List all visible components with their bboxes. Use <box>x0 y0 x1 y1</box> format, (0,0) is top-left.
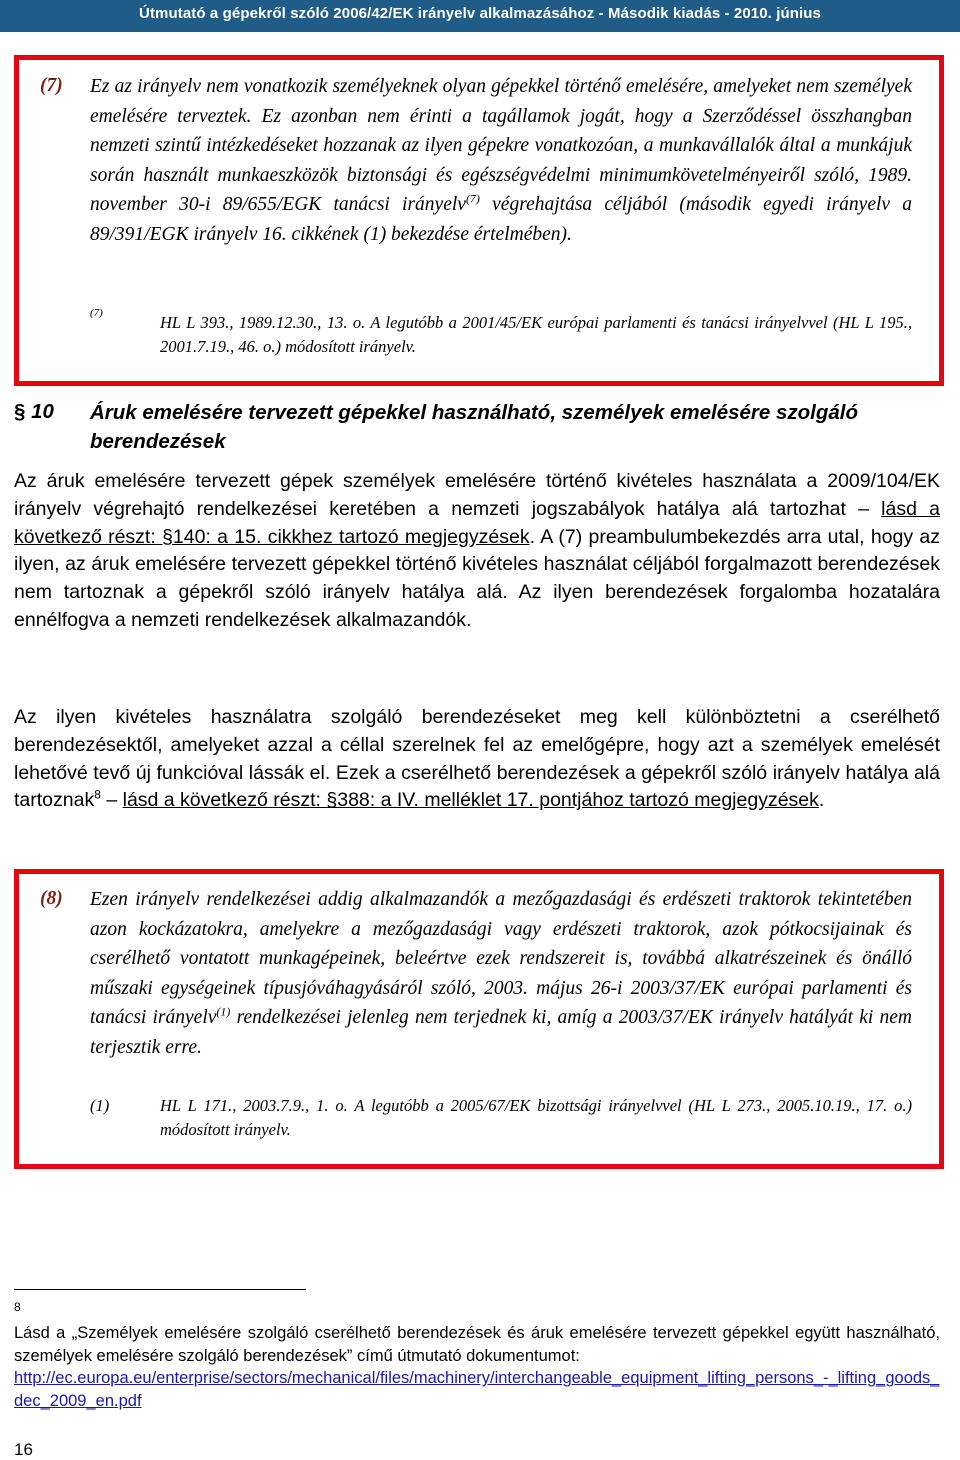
section-heading: Áruk emelésére tervezett gépekkel használható, személyek emelésére szolgáló berendezések <box>90 401 858 453</box>
footnote-text: Lásd a „Személyek emelésére szolgáló cserélhető berendezések és áruk emelésére tervezett gépekkel együtt használható, személyek emelésére szolgáló berendezések” című útmutató dokumentumot: <box>14 1323 940 1365</box>
footnote-8 <box>14 1299 940 1413</box>
body-paragraph-2 <box>14 704 940 815</box>
para1-text-end: . A (7) preambulumbekezdés arra utal, hogy az ilyen, az áruk emelésére tervezett gépekkel történő kivételes használat céljából forgalmazott berendezések nem tartoznak a gépekről szóló irányelv hatálya alá. Az ilyen berendezések forgalomba hozatalára ennélfogva a nemzeti rendelkezések alkalmazandók. <box>14 525 940 631</box>
recital-8-part1: Ezen irányelv rendelkezései addig alkalmazandók a mezőgazdasági és erdészeti traktorok tekintetében azon kockázatokra, amelyekre a mezőgazdasági vagy erdészeti traktorok, azok pótkocsijainak és cserélhető vontatott munkagépeinek, beleértve ezek rendszereit is, továbbá alkatrészeinek és önálló műszaki egységeinek típusjóváhagyásáról szóló, 2003. május 26-i 2003/37/EK európai parlamenti és tanácsi irányelv <box>90 889 912 1029</box>
footnote-number: 8 <box>14 1300 21 1314</box>
recital-7-part2a: Ez azonban nem érinti a tagállamok jogát, hogy a Szerződéssel összhangban nemzeti szintű intézkedéseket hozzanak az ilyen gépekre vonatkozóan, a munkavállalók által a munkájuk során használt munkaeszközök biztonsági és egészségvédelmi minimumkövetelményeiről szóló, 1989. november 30-i 89/655/EGK tanácsi irányelv <box>90 105 912 216</box>
recital-8-footnote-text: HL L 171., 2003.7.9., 1. o. A legutóbb a 2005/67/EK bizottsági irányelvvel (HL L 273., 2005.10.19., 17. o.) módosított irányelv. <box>160 1096 912 1139</box>
page-header: Útmutató a gépekről szóló 2006/42/EK irányelv alkalmazásához - Második kiadás - 2010. június <box>0 0 960 32</box>
section-symbol <box>14 400 54 424</box>
footnote-ref-8[interactable]: 8 <box>94 787 101 802</box>
dash: – <box>106 789 118 812</box>
para1-text-start: Az áruk emelésére tervezett gépek személyek emelésére történő kivételes használata a 2009/104/EK irányelv végrehajtó rendelkezései keretében a nemzeti jogszabályok hatálya alá tartozhat – <box>14 470 940 520</box>
period: . <box>818 789 825 812</box>
recital-7-footnote-text: HL L 393., 1989.12.30., 13. o. A legutóbb a 2001/45/EK európai parlamenti és tanácsi irányelvvel (HL L 195., 2001.7.19., 46. o.) módosított irányelv. <box>160 313 912 356</box>
recital-7-part1: Ez az irányelv nem vonatkozik személyeknek olyan gépekkel történő emelésére, amelyeket nem személyek emelésére terveztek. <box>90 76 912 127</box>
recital-7-number: (7) <box>40 75 63 96</box>
body-paragraph-1 <box>14 468 940 635</box>
link-text: 140: a 15. cikkhez tartozó megjegyzések <box>172 525 530 548</box>
footnote-separator <box>14 1289 306 1290</box>
footnote-url-link[interactable]: http://ec.europa.eu/enterprise/sectors/mechanical/files/machinery/interchangeable_equipment_lifting_persons_-_lifting_goods_dec_2009_en.pdf <box>14 1369 940 1411</box>
paragraph-symbol: § <box>326 789 338 812</box>
page-number: 16 <box>14 1440 33 1459</box>
recital-8-text <box>90 885 912 1063</box>
paragraph-symbol: § <box>14 400 26 423</box>
paragraph-symbol: § <box>162 525 173 548</box>
link-text: lásd a következő részt: <box>14 497 940 548</box>
recital-8-number: (8) <box>40 888 63 909</box>
recital-7-part2b: végrehajtása céljából (második egyedi irányelv a 89/391/EGK irányelv 16. cikkének (1) bekezdése értelmében). <box>90 194 913 245</box>
link-text: 388: a IV. melléklet 17. pontjához tartozó megjegyzések <box>337 789 819 812</box>
cross-reference-link-388[interactable] <box>123 789 819 811</box>
recital-7-footnote-mark: (7) <box>90 307 103 319</box>
recital-7-footnote-ref: (7) <box>465 191 480 206</box>
link-text: lásd a következő részt: <box>122 789 321 812</box>
recital-7-text <box>90 72 912 250</box>
recital-8-footnote-ref: (1) <box>216 1004 231 1019</box>
recital-8-footnote-mark: (1) <box>90 1096 110 1115</box>
section-number: 10 <box>31 400 54 423</box>
recital-8-part2: rendelkezései jelenleg nem terjednek ki, amíg a 2003/37/EK irányelv hatályát ki nem terjesztik erre. <box>90 1007 912 1058</box>
para2-text: Az ilyen kivételes használatra szolgáló berendezéseket meg kell különböztetni a cserélhető berendezésektől, amelyeket azzal a céllal szerelnek fel az emelőgépre, hogy azt a személyek emelését lehetővé tevő új funkcióval lássák el. Ezek a cserélhető berendezések a gépekről szóló irányelv hatálya alá tartoznak <box>14 706 940 812</box>
